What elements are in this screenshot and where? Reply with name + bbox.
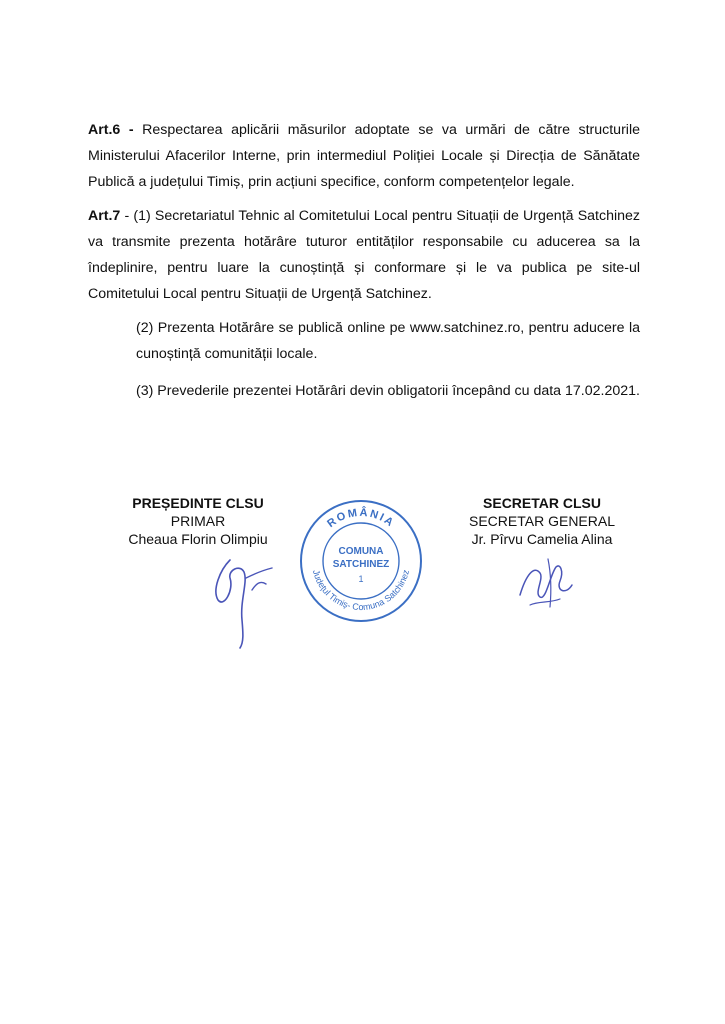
secretary-handwritten-signature: [510, 545, 580, 615]
stamp-number: 1: [358, 574, 364, 584]
article-6-label: Art.6 -: [88, 122, 134, 138]
secretary-role: SECRETAR CLSU: [483, 495, 601, 511]
signature-block-president: [118, 494, 278, 548]
paragraph-2: (2) Prezenta Hotărâre se publică online pe www.satchinez.ro, pentru aducere la cunoștință comunității locale.: [136, 320, 640, 362]
article-6: [88, 117, 640, 195]
president-role: PREȘEDINTE CLSU: [132, 495, 264, 511]
paragraph-3: (3) Prevederile prezentei Hotărâri devin obligatorii începând cu data 17.02.2021.: [136, 383, 640, 399]
secretary-title: SECRETAR GENERAL: [469, 513, 615, 529]
president-title: PRIMAR: [170, 513, 226, 529]
svg-text:ROMÂNIA: [325, 506, 397, 530]
article-7: [88, 203, 640, 307]
secretary-name: Jr. Pîrvu Camelia Alina: [471, 531, 613, 547]
signature-block-secretary: [462, 494, 622, 548]
stamp-top-arc: ROMÂNIA: [325, 506, 397, 531]
president-name: Cheaua Florin Olimpiu: [128, 531, 268, 547]
stamp-bottom-arc: Județul Timiș- Comuna Satchinez: [310, 568, 412, 613]
president-handwritten-signature: [200, 550, 280, 650]
article-7-text: - (1) Secretariatul Tehnic al Comitetului Local pentru Situații de Urgență Satchinez va transmite prezenta hotărâre tuturor entităților responsabile cu aducerea sa la îndeplinire, pentru luare la cunoștință și conformare și le va publica pe site-ul Comitetului Local pentru Situații de Urgență Satchinez.: [88, 208, 640, 302]
article-6-text: Respectarea aplicării măsurilor adoptate se va urmări de către structurile Ministerului Afacerilor Interne, prin intermediul Poliției Locale și Direcția de Sănătate Publică a județului Timiș, prin acțiuni specifice, conform competențelor legale.: [88, 122, 640, 190]
official-stamp: [298, 498, 424, 624]
stamp-center-line1: COMUNA: [338, 546, 384, 557]
stamp-center-line2: SATCHINEZ: [332, 559, 390, 570]
article-7-label: Art.7: [88, 208, 121, 224]
